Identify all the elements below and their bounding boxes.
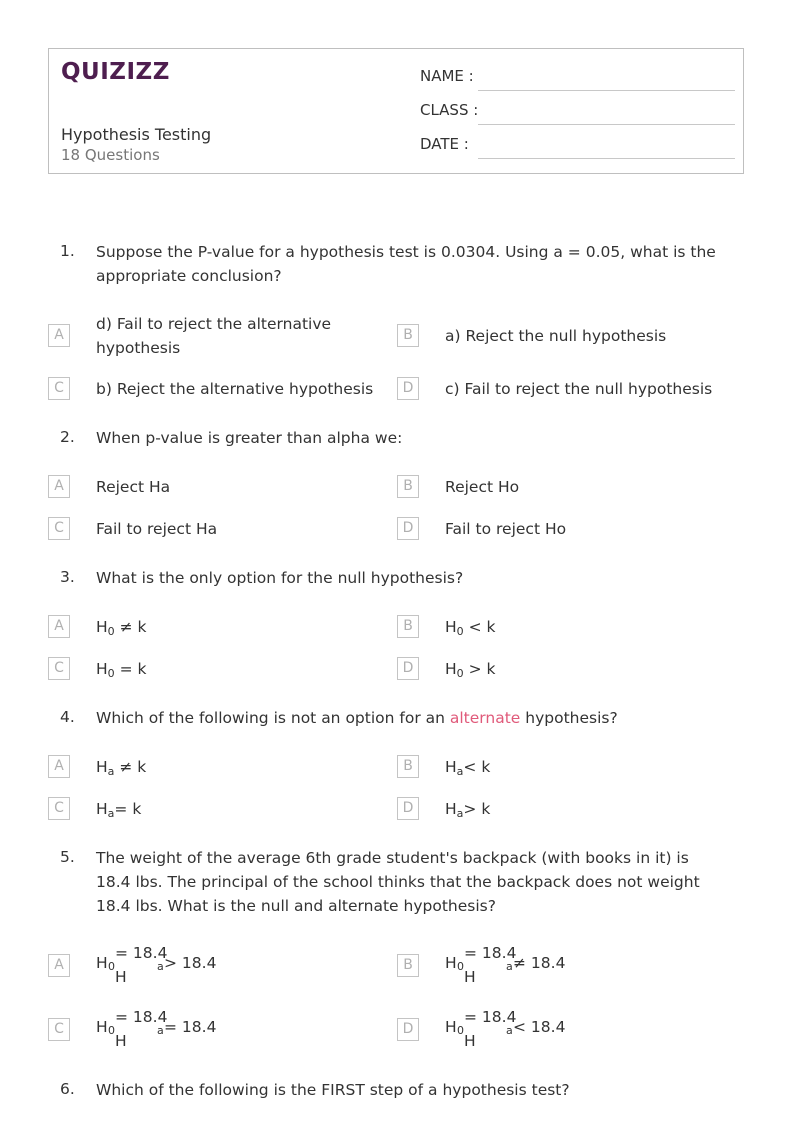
option-text: c) Fail to reject the null hypothesis (445, 380, 713, 398)
option-letter[interactable]: B (397, 475, 419, 498)
h-symbol: H (464, 1032, 476, 1050)
h-symbol: H (96, 1018, 108, 1036)
option-letter[interactable]: C (48, 1018, 70, 1041)
option-text (96, 797, 141, 823)
option-letter[interactable]: D (397, 797, 419, 820)
null-subscript: 0 (107, 625, 115, 638)
option-letter[interactable]: C (48, 517, 70, 540)
null-value: = 18.4 (464, 1008, 517, 1026)
relation-text: < k (463, 758, 491, 776)
question-number: 5. (60, 848, 75, 866)
option-letter[interactable]: B (397, 755, 419, 778)
relation-text: ≠ k (114, 758, 147, 776)
h-symbol: H (445, 758, 457, 776)
relation-text: ≠ k (114, 618, 147, 636)
option-text: Reject Ha (96, 478, 171, 496)
question-count: 18 Questions (61, 146, 160, 164)
option-text: a) Reject the null hypothesis (445, 327, 667, 345)
option-letter[interactable]: C (48, 377, 70, 400)
null-subscript: 0 (457, 1024, 464, 1037)
relation-text: = k (114, 660, 147, 678)
relation-text: < k (463, 618, 496, 636)
date-line[interactable] (478, 158, 735, 159)
alt-subscript: a (456, 765, 464, 778)
h-symbol: H (445, 618, 457, 636)
highlighted-word: alternate (449, 709, 521, 727)
option-letter[interactable]: D (397, 377, 419, 400)
quizizz-logo: QUIZIZZ (61, 59, 170, 85)
name-label: NAME : (420, 67, 474, 85)
option-letter[interactable]: C (48, 797, 70, 820)
h-symbol: H (445, 800, 457, 818)
null-value: = 18.4 (115, 944, 168, 962)
worksheet-title: Hypothesis Testing (61, 125, 212, 144)
question-text: The weight of the average 6th grade student's backpack (with books in it) is 18.4 lbs. The principal of the school thinks that the backpack does not weight 18.4 lbs. What is the null and alternate hypothesis? (96, 849, 700, 915)
question-number: 6. (60, 1080, 75, 1098)
h-symbol: H (115, 1032, 127, 1050)
option-text: Fail to reject Ha (96, 520, 218, 538)
option-letter[interactable]: D (397, 657, 419, 680)
question-text: Which of the following is the FIRST step of a hypothesis test? (96, 1081, 570, 1099)
option-text: Fail to reject Ho (445, 520, 567, 538)
relation-text: > k (463, 800, 491, 818)
hypothesis-pair (96, 1008, 296, 1048)
hypothesis-pair (445, 944, 645, 984)
null-subscript: 0 (108, 1024, 115, 1037)
alt-subscript: a (157, 960, 164, 973)
h-symbol: H (96, 618, 108, 636)
option-letter[interactable]: A (48, 615, 70, 638)
question-number: 1. (60, 242, 75, 260)
question-text: When p-value is greater than alpha we: (96, 429, 403, 447)
question-text: What is the only option for the null hypothesis? (96, 569, 464, 587)
question-text-part: hypothesis? (520, 709, 618, 727)
date-field[interactable] (420, 135, 735, 159)
option-letter[interactable]: B (397, 954, 419, 977)
hypothesis-pair (445, 1008, 645, 1048)
option-text (445, 797, 490, 823)
alt-value: > 18.4 (164, 954, 217, 972)
question-text: Suppose the P-value for a hypothesis test is 0.0304. Using a = 0.05, what is the appropriate conclusion? (96, 243, 716, 285)
null-subscript: 0 (107, 667, 115, 680)
alt-value: ≠ 18.4 (513, 954, 566, 972)
null-subscript: 0 (456, 667, 464, 680)
option-text: d) Fail to reject the alternative hypothesis (96, 315, 332, 357)
alt-subscript: a (506, 1024, 513, 1037)
h-symbol: H (445, 1018, 457, 1036)
h-symbol: H (445, 660, 457, 678)
option-letter[interactable]: D (397, 1018, 419, 1041)
option-text (96, 657, 146, 683)
class-field[interactable] (420, 101, 735, 125)
option-text (96, 755, 146, 781)
class-label: CLASS : (420, 101, 479, 119)
question-text-part: Which of the following is not an option for an (96, 709, 450, 727)
option-letter[interactable]: A (48, 954, 70, 977)
h-symbol: H (445, 954, 457, 972)
question-number: 2. (60, 428, 75, 446)
null-value: = 18.4 (464, 944, 517, 962)
option-letter[interactable]: A (48, 755, 70, 778)
alt-subscript: a (506, 960, 513, 973)
h-symbol: H (115, 968, 127, 986)
relation-text: > k (463, 660, 496, 678)
question-text (96, 706, 736, 730)
h-symbol: H (96, 800, 108, 818)
option-text (445, 755, 490, 781)
relation-text: = k (114, 800, 142, 818)
class-line[interactable] (478, 124, 735, 125)
option-text: b) Reject the alternative hypothesis (96, 380, 374, 398)
worksheet-header (48, 48, 744, 174)
option-letter[interactable]: A (48, 324, 70, 347)
option-letter[interactable]: C (48, 657, 70, 680)
null-value: = 18.4 (115, 1008, 168, 1026)
option-letter[interactable]: B (397, 615, 419, 638)
null-subscript: 0 (456, 625, 464, 638)
hypothesis-pair (96, 944, 296, 984)
alt-value: < 18.4 (513, 1018, 566, 1036)
h-symbol: H (96, 660, 108, 678)
option-text (445, 615, 495, 641)
option-text: Reject Ho (445, 478, 520, 496)
option-text (96, 615, 146, 641)
h-symbol: H (464, 968, 476, 986)
alt-subscript: a (157, 1024, 164, 1037)
alt-subscript: a (107, 765, 115, 778)
option-letter[interactable]: D (397, 517, 419, 540)
name-line[interactable] (478, 90, 735, 91)
option-letter[interactable]: B (397, 324, 419, 347)
question-number: 3. (60, 568, 75, 586)
question-number: 4. (60, 708, 75, 726)
date-label: DATE : (420, 135, 469, 153)
alt-subscript: a (107, 807, 115, 820)
h-symbol: H (96, 954, 108, 972)
null-subscript: 0 (108, 960, 115, 973)
null-subscript: 0 (457, 960, 464, 973)
alt-subscript: a (456, 807, 464, 820)
name-field[interactable] (420, 67, 735, 91)
option-letter[interactable]: A (48, 475, 70, 498)
option-text (445, 657, 495, 683)
alt-value: = 18.4 (164, 1018, 217, 1036)
h-symbol: H (96, 758, 108, 776)
